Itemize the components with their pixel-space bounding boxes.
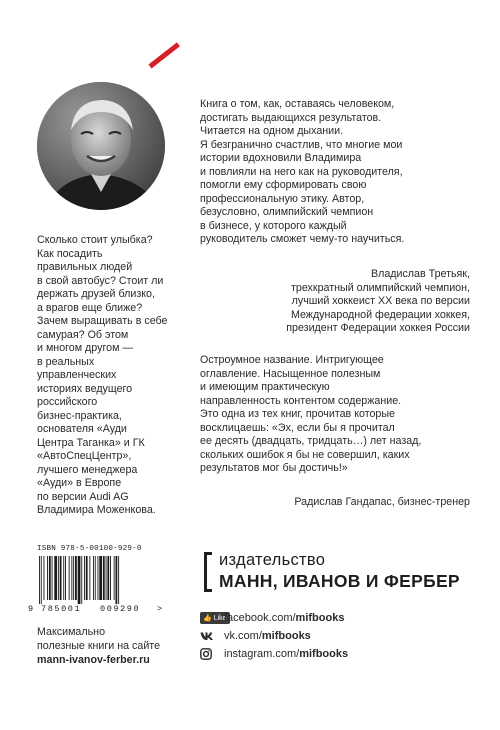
facebook-handle: mifbooks <box>295 612 345 624</box>
facebook-like-icon: 👍 Like <box>200 612 220 624</box>
blurb-line: «Ауди» в Европе <box>37 477 122 489</box>
publisher-name: МАНН, ИВАНОВ И ФЕРБЕР <box>219 571 460 591</box>
blurb-line: историях ведущего <box>37 382 133 395</box>
barcode-group-1: 785001 <box>41 604 82 614</box>
barcode-bar <box>60 556 62 600</box>
quote-line: в бизнесе, у которого каждый <box>200 219 347 232</box>
quote-line: Читается на одном дыхании. <box>200 125 344 137</box>
blurb-line: российского <box>37 396 98 408</box>
barcode-bar <box>52 556 53 600</box>
quote-line: Я безгранично счастлив, что многие мои <box>200 138 403 151</box>
main-quote <box>200 98 470 247</box>
quote-line: безусловно, олимпийский чемпион <box>200 206 374 218</box>
quote-line: профессиональную этику. Автор, <box>200 192 365 205</box>
attribution-line: Международной федерации хоккея, <box>290 308 470 321</box>
publisher-bracket <box>204 552 212 592</box>
vk-prefix: vk.com/ <box>224 630 262 642</box>
barcode-bars <box>37 556 157 604</box>
second-quote <box>200 354 470 476</box>
footer-line-2: полезные книги на сайте <box>37 640 161 652</box>
attribution-line: лучший хоккеист XX века по версии <box>291 295 470 307</box>
blurb-line: по версии Audi AG <box>37 490 129 503</box>
barcode-bar <box>39 556 40 604</box>
blurb-line: бизнес-практика, <box>37 409 122 422</box>
barcode-lead-digit: 9 <box>28 604 34 614</box>
quote-line: достигать выдающихся результатов. <box>200 111 382 124</box>
social-link-instagram[interactable] <box>200 646 348 662</box>
barcode-bar <box>93 556 94 600</box>
quote-line: Остроумное название. Интригующее <box>200 354 384 366</box>
barcode-bar <box>110 556 111 600</box>
book-blurb <box>37 234 187 518</box>
social-link-facebook[interactable] <box>200 610 344 626</box>
barcode-group-2: 009290 <box>100 604 141 614</box>
tretyak-attribution <box>200 268 470 336</box>
attribution-line: Владислав Третьяк, <box>370 268 470 280</box>
barcode-bar <box>41 556 42 604</box>
quote-line: Книга о том, как, оставаясь человеком, <box>200 98 395 110</box>
blurb-line: Владимира Моженкова. <box>37 504 156 516</box>
vk-icon <box>200 631 220 641</box>
quote-line: и повлияли на него как на руководителя, <box>200 165 403 178</box>
author-portrait <box>37 82 165 210</box>
barcode-bar <box>99 556 102 600</box>
vk-handle: mifbooks <box>261 630 311 642</box>
quote-line: ее десять (двадцать, тридцать…) лет назад, <box>200 435 422 447</box>
blurb-line: правильных людей <box>37 261 133 273</box>
facebook-prefix: facebook.com/ <box>224 612 296 624</box>
like-badge-text: Like <box>213 614 227 622</box>
barcode-bar <box>49 556 51 600</box>
quote-line: руководитель сможет чему-то научиться. <box>200 233 405 245</box>
blurb-line: основателя «Ауди <box>37 423 127 435</box>
gandapas-attribution: Радислав Гандапас, бизнес-тренер <box>294 496 470 508</box>
blurb-line: Сколько стоит улыбка? <box>37 234 153 246</box>
blurb-line: Центра Таганка» и ГК <box>37 436 145 449</box>
quote-line: скольких ошибок я бы не совершил, каких <box>200 448 410 461</box>
blurb-line: лучшего менеджера <box>37 463 138 476</box>
barcode-bar <box>54 556 57 600</box>
blurb-line: и многом другом — <box>37 342 134 354</box>
attribution-line: трехкратный олимпийский чемпион, <box>291 281 470 294</box>
barcode-bar <box>116 556 118 604</box>
portrait-illustration <box>37 82 165 210</box>
barcode <box>37 556 157 604</box>
quote-line: истории вдохновили Владимира <box>200 152 362 164</box>
publisher-label: издательство <box>219 551 326 569</box>
barcode-bar <box>44 556 45 600</box>
blurb-line: Зачем выращивать в себе <box>37 315 168 327</box>
instagram-handle: mifbooks <box>299 648 349 660</box>
blurb-line: Как посадить <box>37 247 103 260</box>
blurb-line: держать друзей близко, <box>37 288 155 300</box>
instagram-icon <box>200 648 220 660</box>
barcode-bar <box>118 556 119 604</box>
quote-line: результатов мог бы достичь!» <box>200 462 348 474</box>
quote-line: направленность контентом содержание. <box>200 394 402 407</box>
footer-line-1: Максимально <box>37 626 106 638</box>
barcode-bar <box>95 556 96 600</box>
barcode-bar <box>81 556 82 604</box>
quote-line: помогли ему сформировать свою <box>200 179 367 191</box>
blurb-line: а врагов еще ближе? <box>37 301 143 314</box>
barcode-bar <box>114 556 115 600</box>
blurb-line: в реальных <box>37 355 95 368</box>
red-accent-bar <box>148 42 179 68</box>
barcode-bar <box>69 556 70 600</box>
barcode-bar <box>89 556 90 600</box>
blurb-line: управленческих <box>37 369 117 381</box>
barcode-bar <box>78 556 81 604</box>
blurb-line: в свой автобус? Стоит ли <box>37 274 164 287</box>
social-link-vk[interactable] <box>200 628 311 644</box>
barcode-bar <box>106 556 107 600</box>
barcode-bar <box>107 556 109 600</box>
barcode-bar <box>75 556 77 600</box>
barcode-bar <box>84 556 85 600</box>
blurb-line: «АвтоСпецЦентр», <box>37 450 132 462</box>
barcode-bar <box>73 556 74 600</box>
barcode-bar <box>47 556 48 600</box>
barcode-bar <box>65 556 66 600</box>
quote-line: оглавление. Насыщенное полезным <box>200 367 381 380</box>
footer-site-link[interactable]: mann-ivanov-ferber.ru <box>37 654 150 666</box>
quote-line: восклицаешь: «Эх, если бы я прочитал <box>200 421 395 434</box>
barcode-quiet-mark: > <box>157 604 163 614</box>
isbn-number: ISBN 978-5-00100-929-0 <box>37 545 142 553</box>
quote-line: Это одна из тех книг, прочитав которые <box>200 408 395 420</box>
barcode-bar <box>71 556 72 600</box>
instagram-prefix: instagram.com/ <box>224 648 300 660</box>
blurb-line: самурая? Об этом <box>37 328 129 341</box>
barcode-bar <box>63 556 64 600</box>
quote-line: и имеющим практическую <box>200 381 330 393</box>
attribution-line: президент Федерации хоккея России <box>286 322 470 334</box>
barcode-bar <box>103 556 105 600</box>
barcode-bar <box>58 556 59 600</box>
barcode-bar <box>86 556 88 600</box>
barcode-bar <box>98 556 99 600</box>
